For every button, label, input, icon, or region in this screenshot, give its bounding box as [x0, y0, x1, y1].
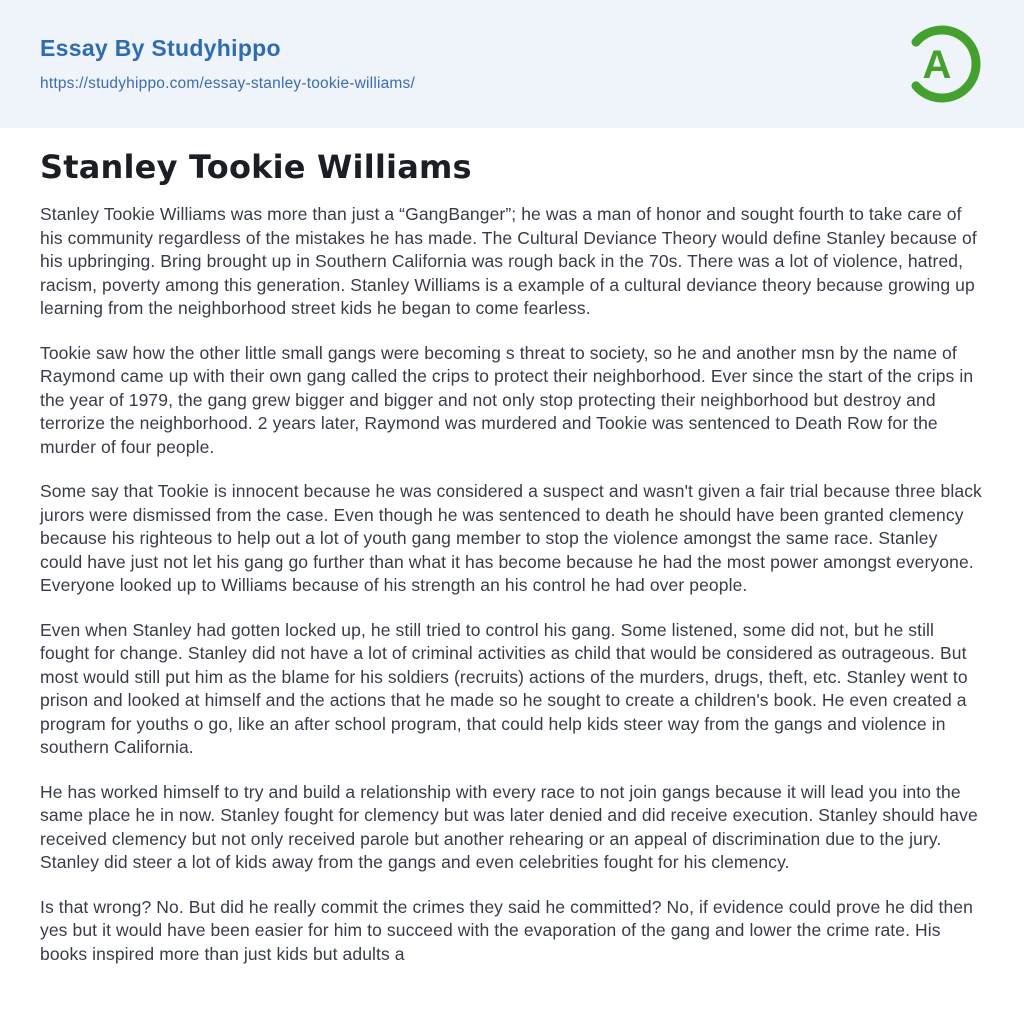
essay-title: Stanley Tookie Williams	[40, 148, 472, 186]
page-header	[0, 0, 1024, 128]
header-text-block	[40, 35, 415, 93]
essay-paragraph: Is that wrong? No. But did he really commit the crimes they said he committed? No, if evidence could prove he did then yes but it would have been easier for him to succeed with the evaporation of the gang and lower the crime rate. His books inspired more than just kids but adults a	[40, 896, 973, 964]
site-title: Essay By Studyhippo	[40, 35, 281, 61]
essay-paragraph: Some say that Tookie is innocent because he was considered a suspect and wasn't given a fair trial because three black jurors were dismissed from the case. Even though he was sentenced to death he should have been granted clemency because his righteous to help out a lot of youth gang member to stop the violence amongst the same race. Stanley could have just not let his gang go further than what it has become because he had the most power amongst everyone. Everyone looked up to Williams because of his strength an his control he had over people.	[40, 481, 982, 595]
essay-paragraph: Stanley Tookie Williams was more than just a “GangBanger”; he was a man of honor and sought fourth to take care of his community regardless of the mistakes he has made. The Cultural Deviance Theory would define Stanley because of his upbringing. Bring brought up in Southern California was rough back in the 70s. There was a lot of violence, hatred, racism, poverty among this generation. Stanley Williams is a example of a cultural deviance theory because growing up learning from the neighborhood street kids he began to come fearless.	[40, 204, 977, 318]
essay-paragraph: He has worked himself to try and build a relationship with every race to not join gangs because it will lead you into the same place he in now. Stanley fought for clemency but was later denied and did receive execution. Stanley should have received clemency but not only received parole but another rehearing or an appeal of discrimination due to the jury. Stanley did steer a lot of kids away from the gangs and even celebrities fought for his clemency.	[40, 781, 978, 872]
page-url-link[interactable]: https://studyhippo.com/essay-stanley-tookie-williams/	[40, 75, 415, 92]
essay-paragraph: Even when Stanley had gotten locked up, he still tried to control his gang. Some listened, some did not, but he still fought for change. Stanley did not have a lot of criminal activities as child that would be considered as outrageous. But most would still put him as the blame for his soldiers (recruits) actions of the murders, drugs, theft, etc. Stanley went to prison and looked at himself and the actions that he made so he sought to create a children's book. He even created a program for youths o go, like an after school program, that could help kids steer way from the gangs and violence in southern California.	[40, 619, 968, 757]
essay-paragraph: Tookie saw how the other little small gangs were becoming s threat to society, so he and another msn by the name of Raymond came up with their own gang called the crips to protect their neighborhood. Ever since the start of the crips in the year of 1979, the gang grew bigger and bigger and not only stop protecting their neighborhood but destroy and terrorize the neighborhood. 2 years later, Raymond was murdered and Tookie was sentenced to Death Row for the murder of four people.	[40, 342, 974, 457]
essay-body	[40, 203, 984, 966]
essay-content	[0, 128, 1024, 966]
studyhippo-logo-icon	[900, 18, 984, 110]
logo-letter: A	[922, 43, 952, 87]
